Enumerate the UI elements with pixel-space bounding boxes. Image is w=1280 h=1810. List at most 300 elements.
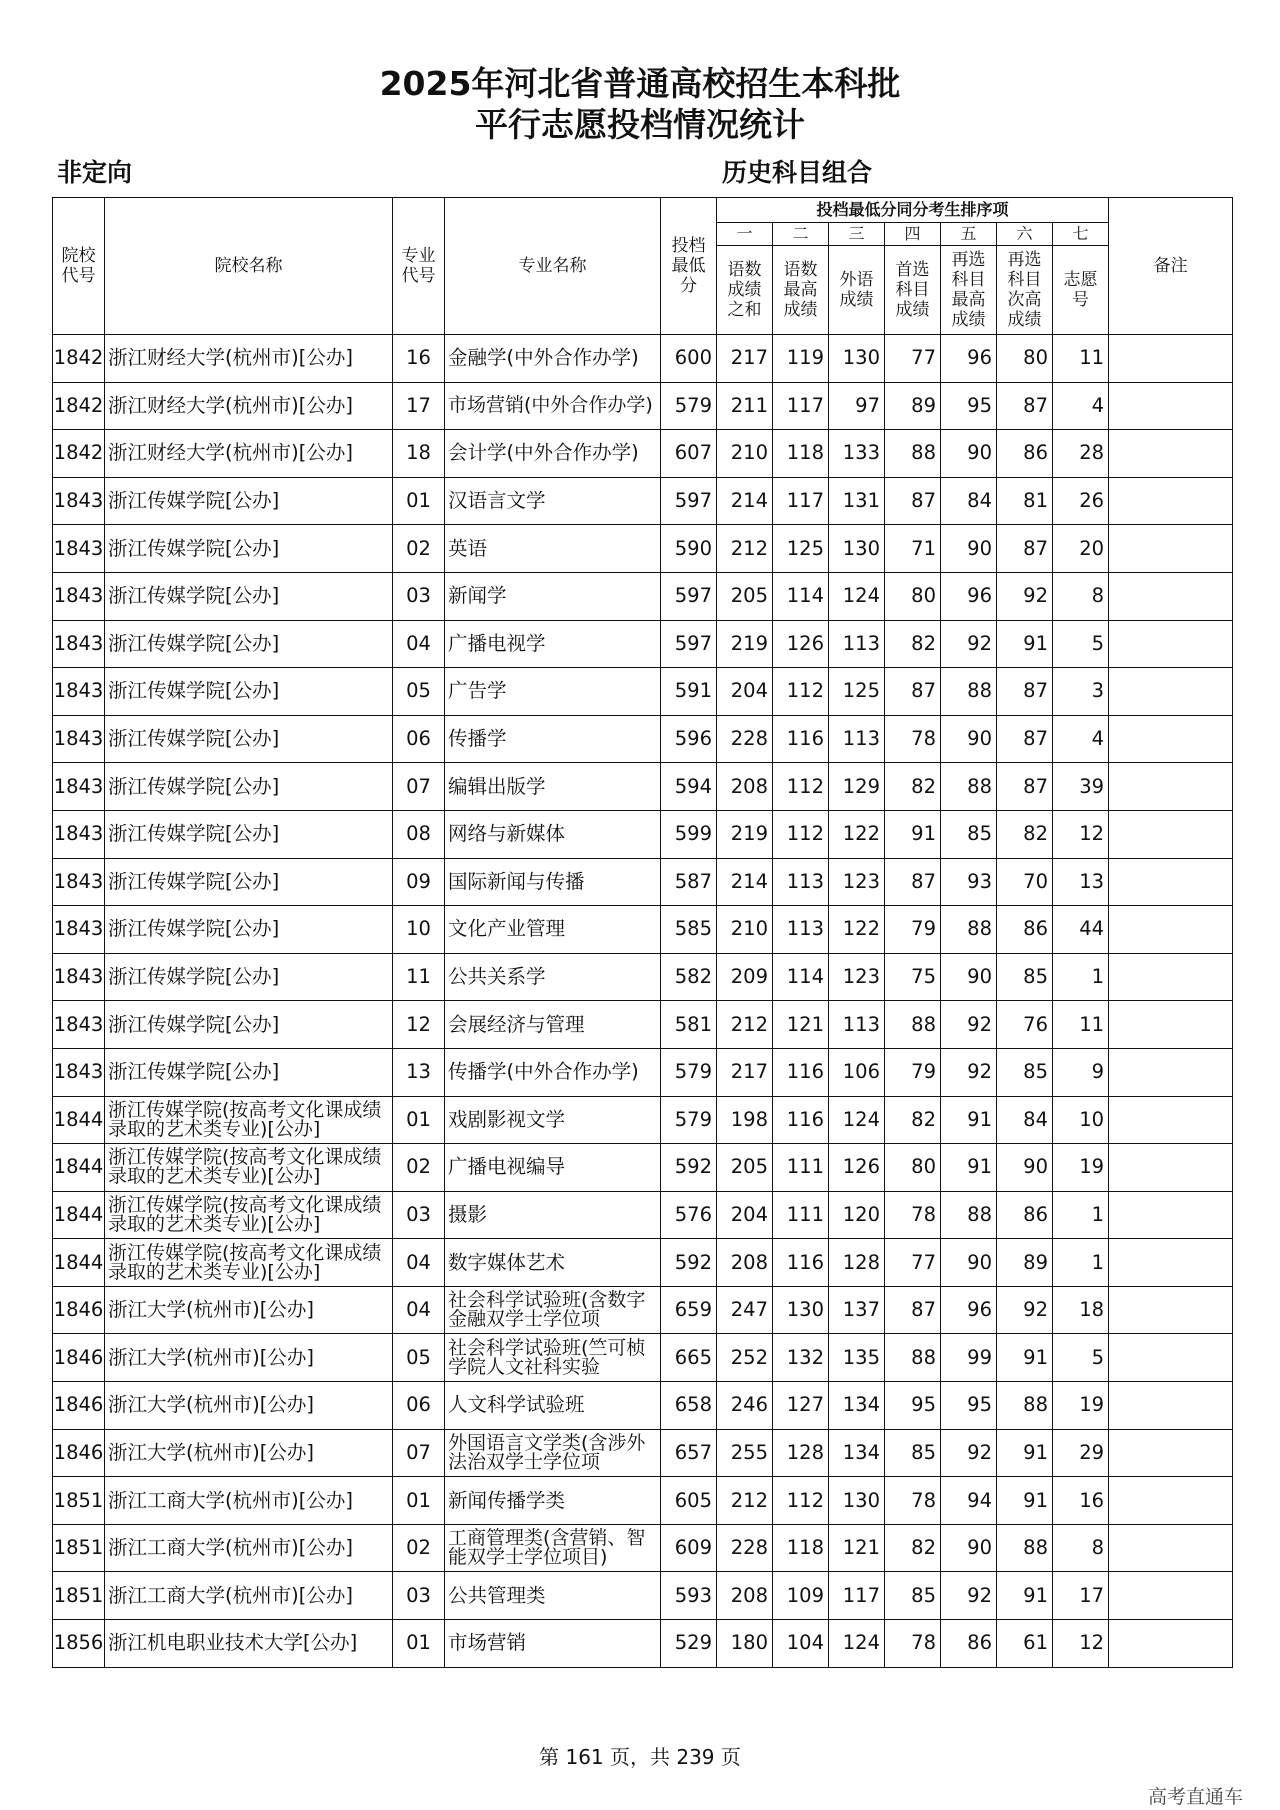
- major-name-cell: 汉语言文学: [445, 477, 661, 525]
- school-code-cell: 1851: [53, 1572, 105, 1620]
- score-cell: 211: [717, 382, 773, 430]
- score-cell: 130: [773, 1286, 829, 1334]
- remark-cell: [1109, 1144, 1233, 1192]
- score-cell: 214: [717, 858, 773, 906]
- score-cell: 126: [773, 620, 829, 668]
- table-row: [53, 1001, 1233, 1049]
- school-code-cell: 1846: [53, 1382, 105, 1430]
- score-cell: 81: [997, 477, 1053, 525]
- school-code-cell: 1843: [53, 525, 105, 573]
- remark-cell: [1109, 477, 1233, 525]
- remark-cell: [1109, 382, 1233, 430]
- major-name-cell: 工商管理类(含营销、智能双学士学位项目): [445, 1524, 661, 1572]
- remark-cell: [1109, 1239, 1233, 1287]
- score-cell: 92: [997, 572, 1053, 620]
- major-code-cell: 03: [393, 572, 445, 620]
- major-name-cell: 广播电视编导: [445, 1144, 661, 1192]
- table-row: [53, 1334, 1233, 1382]
- score-cell: 9: [1053, 1048, 1109, 1096]
- school-name-cell: 浙江传媒学院[公办]: [105, 1048, 393, 1096]
- major-code-cell: 06: [393, 715, 445, 763]
- score-cell: 82: [885, 1524, 941, 1572]
- score-cell: 131: [829, 477, 885, 525]
- major-name-cell: 传播学: [445, 715, 661, 763]
- min-score-cell: 657: [661, 1429, 717, 1477]
- school-code-cell: 1844: [53, 1096, 105, 1144]
- score-cell: 87: [885, 858, 941, 906]
- score-cell: 85: [997, 953, 1053, 1001]
- score-cell: 118: [773, 430, 829, 478]
- score-cell: 61: [997, 1620, 1053, 1668]
- table-row: [53, 1191, 1233, 1239]
- score-cell: 13: [1053, 858, 1109, 906]
- score-cell: 132: [773, 1334, 829, 1382]
- score-cell: 84: [997, 1096, 1053, 1144]
- score-cell: 92: [997, 1286, 1053, 1334]
- remark-cell: [1109, 1096, 1233, 1144]
- score-cell: 18: [1053, 1286, 1109, 1334]
- remark-cell: [1109, 906, 1233, 954]
- admission-table: [52, 197, 1233, 1668]
- score-cell: 111: [773, 1144, 829, 1192]
- school-code-cell: 1856: [53, 1620, 105, 1668]
- min-score-cell: 597: [661, 620, 717, 668]
- score-cell: 121: [829, 1524, 885, 1572]
- table-row: [53, 1048, 1233, 1096]
- major-code-cell: 02: [393, 525, 445, 573]
- score-cell: 10: [1053, 1096, 1109, 1144]
- school-name-cell: 浙江工商大学(杭州市)[公办]: [105, 1524, 393, 1572]
- score-cell: 114: [773, 953, 829, 1001]
- score-cell: 29: [1053, 1429, 1109, 1477]
- score-cell: 90: [997, 1144, 1053, 1192]
- min-score-cell: 594: [661, 763, 717, 811]
- score-cell: 90: [941, 1239, 997, 1287]
- score-cell: 112: [773, 1477, 829, 1525]
- score-cell: 127: [773, 1382, 829, 1430]
- score-cell: 71: [885, 525, 941, 573]
- score-cell: 96: [941, 335, 997, 383]
- score-cell: 109: [773, 1572, 829, 1620]
- score-cell: 88: [885, 430, 941, 478]
- school-code-cell: 1843: [53, 477, 105, 525]
- score-cell: 90: [941, 953, 997, 1001]
- major-name-cell: 市场营销(中外合作办学): [445, 382, 661, 430]
- score-cell: 70: [997, 858, 1053, 906]
- min-score-cell: 579: [661, 382, 717, 430]
- score-cell: 124: [829, 1096, 885, 1144]
- score-cell: 113: [829, 715, 885, 763]
- score-cell: 89: [885, 382, 941, 430]
- watermark: 高考直通车: [1148, 1786, 1244, 1808]
- remark-cell: [1109, 1191, 1233, 1239]
- score-cell: 87: [997, 668, 1053, 716]
- score-cell: 124: [829, 572, 885, 620]
- score-cell: 20: [1053, 525, 1109, 573]
- major-code-cell: 01: [393, 1477, 445, 1525]
- score-cell: 92: [941, 1429, 997, 1477]
- major-name-cell: 社会科学试验班(含数字金融双学士学位项: [445, 1286, 661, 1334]
- major-code-cell: 01: [393, 1096, 445, 1144]
- header-item: 再选科目最高成绩: [941, 246, 997, 335]
- score-cell: 212: [717, 1001, 773, 1049]
- score-cell: 204: [717, 668, 773, 716]
- score-cell: 91: [997, 1477, 1053, 1525]
- score-cell: 91: [997, 620, 1053, 668]
- school-name-cell: 浙江财经大学(杭州市)[公办]: [105, 382, 393, 430]
- score-cell: 8: [1053, 572, 1109, 620]
- major-code-cell: 07: [393, 763, 445, 811]
- school-code-cell: 1843: [53, 572, 105, 620]
- score-cell: 123: [829, 953, 885, 1001]
- min-score-cell: 658: [661, 1382, 717, 1430]
- major-name-cell: 摄影: [445, 1191, 661, 1239]
- score-cell: 106: [829, 1048, 885, 1096]
- score-cell: 86: [997, 906, 1053, 954]
- score-cell: 88: [941, 906, 997, 954]
- score-cell: 125: [829, 668, 885, 716]
- score-cell: 86: [941, 1620, 997, 1668]
- school-name-cell: 浙江传媒学院(按高考文化课成绩录取的艺术类专业)[公办]: [105, 1239, 393, 1287]
- category-label: 非定向: [57, 158, 133, 187]
- score-cell: 112: [773, 668, 829, 716]
- score-cell: 1: [1053, 1191, 1109, 1239]
- school-name-cell: 浙江传媒学院[公办]: [105, 906, 393, 954]
- school-name-cell: 浙江工商大学(杭州市)[公办]: [105, 1477, 393, 1525]
- score-cell: 91: [885, 810, 941, 858]
- score-cell: 75: [885, 953, 941, 1001]
- score-cell: 77: [885, 335, 941, 383]
- score-cell: 113: [829, 620, 885, 668]
- score-cell: 113: [773, 858, 829, 906]
- school-name-cell: 浙江大学(杭州市)[公办]: [105, 1382, 393, 1430]
- score-cell: 1: [1053, 1239, 1109, 1287]
- score-cell: 28: [1053, 430, 1109, 478]
- remark-cell: [1109, 763, 1233, 811]
- score-cell: 92: [941, 1048, 997, 1096]
- school-name-cell: 浙江传媒学院[公办]: [105, 763, 393, 811]
- score-cell: 87: [997, 763, 1053, 811]
- score-cell: 87: [997, 525, 1053, 573]
- remark-cell: [1109, 1572, 1233, 1620]
- score-cell: 80: [997, 335, 1053, 383]
- school-name-cell: 浙江传媒学院[公办]: [105, 715, 393, 763]
- major-code-cell: 03: [393, 1572, 445, 1620]
- header-num: 四: [885, 223, 941, 246]
- score-cell: 198: [717, 1096, 773, 1144]
- score-cell: 95: [941, 382, 997, 430]
- header-min-score: 投档最低分: [661, 198, 717, 335]
- score-cell: 117: [773, 382, 829, 430]
- score-cell: 252: [717, 1334, 773, 1382]
- table-row: [53, 1477, 1233, 1525]
- major-name-cell: 编辑出版学: [445, 763, 661, 811]
- score-cell: 247: [717, 1286, 773, 1334]
- min-score-cell: 597: [661, 572, 717, 620]
- school-name-cell: 浙江传媒学院[公办]: [105, 1001, 393, 1049]
- score-cell: 80: [885, 1144, 941, 1192]
- remark-cell: [1109, 1334, 1233, 1382]
- school-code-cell: 1842: [53, 430, 105, 478]
- score-cell: 228: [717, 715, 773, 763]
- score-cell: 130: [829, 1477, 885, 1525]
- score-cell: 87: [885, 477, 941, 525]
- score-cell: 77: [885, 1239, 941, 1287]
- remark-cell: [1109, 1382, 1233, 1430]
- score-cell: 130: [829, 335, 885, 383]
- score-cell: 78: [885, 1477, 941, 1525]
- school-name-cell: 浙江传媒学院[公办]: [105, 858, 393, 906]
- table-row: [53, 858, 1233, 906]
- major-code-cell: 03: [393, 1191, 445, 1239]
- score-cell: 116: [773, 1239, 829, 1287]
- score-cell: 12: [1053, 810, 1109, 858]
- score-cell: 88: [997, 1382, 1053, 1430]
- major-name-cell: 数字媒体艺术: [445, 1239, 661, 1287]
- score-cell: 210: [717, 430, 773, 478]
- school-name-cell: 浙江大学(杭州市)[公办]: [105, 1429, 393, 1477]
- score-cell: 85: [885, 1429, 941, 1477]
- school-name-cell: 浙江传媒学院[公办]: [105, 477, 393, 525]
- min-score-cell: 607: [661, 430, 717, 478]
- header-school-code: 院校代号: [53, 198, 105, 335]
- score-cell: 130: [829, 525, 885, 573]
- score-cell: 219: [717, 620, 773, 668]
- score-cell: 228: [717, 1524, 773, 1572]
- score-cell: 92: [941, 620, 997, 668]
- school-name-cell: 浙江传媒学院[公办]: [105, 668, 393, 716]
- school-code-cell: 1846: [53, 1334, 105, 1382]
- table-row: [53, 1096, 1233, 1144]
- major-code-cell: 10: [393, 906, 445, 954]
- score-cell: 82: [885, 620, 941, 668]
- school-code-cell: 1843: [53, 810, 105, 858]
- major-name-cell: 金融学(中外合作办学): [445, 335, 661, 383]
- score-cell: 87: [885, 668, 941, 716]
- score-cell: 82: [997, 810, 1053, 858]
- score-cell: 209: [717, 953, 773, 1001]
- major-code-cell: 09: [393, 858, 445, 906]
- score-cell: 79: [885, 906, 941, 954]
- score-cell: 8: [1053, 1524, 1109, 1572]
- score-cell: 87: [885, 1286, 941, 1334]
- min-score-cell: 597: [661, 477, 717, 525]
- score-cell: 91: [941, 1144, 997, 1192]
- score-cell: 92: [941, 1572, 997, 1620]
- min-score-cell: 596: [661, 715, 717, 763]
- table-row: [53, 572, 1233, 620]
- score-cell: 3: [1053, 668, 1109, 716]
- school-code-cell: 1843: [53, 715, 105, 763]
- school-code-cell: 1842: [53, 382, 105, 430]
- major-code-cell: 18: [393, 430, 445, 478]
- table-row: [53, 430, 1233, 478]
- page-title: 2025年河北省普通高校招生本科批: [379, 64, 901, 103]
- remark-cell: [1109, 1620, 1233, 1668]
- school-name-cell: 浙江传媒学院[公办]: [105, 620, 393, 668]
- major-name-cell: 网络与新媒体: [445, 810, 661, 858]
- table-row: [53, 763, 1233, 811]
- remark-cell: [1109, 525, 1233, 573]
- score-cell: 122: [829, 810, 885, 858]
- score-cell: 204: [717, 1191, 773, 1239]
- major-code-cell: 02: [393, 1144, 445, 1192]
- score-cell: 91: [997, 1572, 1053, 1620]
- major-code-cell: 02: [393, 1524, 445, 1572]
- score-cell: 208: [717, 763, 773, 811]
- score-cell: 128: [829, 1239, 885, 1287]
- table-row: [53, 477, 1233, 525]
- score-cell: 126: [829, 1144, 885, 1192]
- score-cell: 91: [997, 1334, 1053, 1382]
- score-cell: 121: [773, 1001, 829, 1049]
- score-cell: 78: [885, 1620, 941, 1668]
- major-name-cell: 广播电视学: [445, 620, 661, 668]
- header-major-code: 专业代号: [393, 198, 445, 335]
- score-cell: 90: [941, 525, 997, 573]
- score-cell: 99: [941, 1334, 997, 1382]
- header-tiebreak-group: 投档最低分同分考生排序项: [717, 198, 1109, 223]
- score-cell: 134: [829, 1429, 885, 1477]
- school-code-cell: 1846: [53, 1286, 105, 1334]
- score-cell: 90: [941, 430, 997, 478]
- score-cell: 212: [717, 1477, 773, 1525]
- min-score-cell: 609: [661, 1524, 717, 1572]
- page-subtitle: 平行志愿投档情况统计: [475, 105, 805, 144]
- major-code-cell: 11: [393, 953, 445, 1001]
- score-cell: 19: [1053, 1382, 1109, 1430]
- score-cell: 87: [997, 715, 1053, 763]
- school-code-cell: 1843: [53, 668, 105, 716]
- score-cell: 205: [717, 1144, 773, 1192]
- school-name-cell: 浙江财经大学(杭州市)[公办]: [105, 430, 393, 478]
- score-cell: 133: [829, 430, 885, 478]
- school-code-cell: 1843: [53, 1048, 105, 1096]
- table-row: [53, 810, 1233, 858]
- school-code-cell: 1843: [53, 763, 105, 811]
- score-cell: 123: [829, 858, 885, 906]
- table-row: [53, 1572, 1233, 1620]
- score-cell: 39: [1053, 763, 1109, 811]
- school-code-cell: 1851: [53, 1524, 105, 1572]
- remark-cell: [1109, 620, 1233, 668]
- major-name-cell: 会展经济与管理: [445, 1001, 661, 1049]
- score-cell: 80: [885, 572, 941, 620]
- score-cell: 90: [941, 1524, 997, 1572]
- page-footer: 第 161 页，共 239 页: [539, 1745, 741, 1769]
- major-name-cell: 人文科学试验班: [445, 1382, 661, 1430]
- score-cell: 5: [1053, 1334, 1109, 1382]
- score-cell: 44: [1053, 906, 1109, 954]
- score-cell: 4: [1053, 382, 1109, 430]
- score-cell: 1: [1053, 953, 1109, 1001]
- score-cell: 128: [773, 1429, 829, 1477]
- score-cell: 88: [885, 1334, 941, 1382]
- score-cell: 122: [829, 906, 885, 954]
- header-num: 三: [829, 223, 885, 246]
- min-score-cell: 659: [661, 1286, 717, 1334]
- min-score-cell: 587: [661, 858, 717, 906]
- table-row: [53, 906, 1233, 954]
- score-cell: 85: [997, 1048, 1053, 1096]
- score-cell: 113: [773, 906, 829, 954]
- major-code-cell: 01: [393, 1620, 445, 1668]
- table-row: [53, 525, 1233, 573]
- remark-cell: [1109, 430, 1233, 478]
- score-cell: 111: [773, 1191, 829, 1239]
- school-name-cell: 浙江传媒学院(按高考文化课成绩录取的艺术类专业)[公办]: [105, 1096, 393, 1144]
- major-code-cell: 05: [393, 1334, 445, 1382]
- score-cell: 86: [997, 430, 1053, 478]
- score-cell: 91: [941, 1096, 997, 1144]
- min-score-cell: 590: [661, 525, 717, 573]
- major-code-cell: 07: [393, 1429, 445, 1477]
- remark-cell: [1109, 1524, 1233, 1572]
- score-cell: 88: [885, 1001, 941, 1049]
- header-item: 外语成绩: [829, 246, 885, 335]
- score-cell: 134: [829, 1382, 885, 1430]
- score-cell: 76: [997, 1001, 1053, 1049]
- header-num: 七: [1053, 223, 1109, 246]
- score-cell: 113: [829, 1001, 885, 1049]
- score-cell: 82: [885, 1096, 941, 1144]
- school-code-cell: 1843: [53, 620, 105, 668]
- score-cell: 208: [717, 1239, 773, 1287]
- major-code-cell: 17: [393, 382, 445, 430]
- major-name-cell: 英语: [445, 525, 661, 573]
- min-score-cell: 576: [661, 1191, 717, 1239]
- remark-cell: [1109, 1286, 1233, 1334]
- score-cell: 116: [773, 715, 829, 763]
- score-cell: 246: [717, 1382, 773, 1430]
- min-score-cell: 599: [661, 810, 717, 858]
- score-cell: 210: [717, 906, 773, 954]
- school-code-cell: 1843: [53, 1001, 105, 1049]
- major-name-cell: 市场营销: [445, 1620, 661, 1668]
- score-cell: 86: [997, 1191, 1053, 1239]
- major-code-cell: 01: [393, 477, 445, 525]
- header-num: 六: [997, 223, 1053, 246]
- min-score-cell: 592: [661, 1144, 717, 1192]
- header-item: 志愿号: [1053, 246, 1109, 335]
- score-cell: 112: [773, 763, 829, 811]
- school-code-cell: 1844: [53, 1239, 105, 1287]
- table-row: [53, 1524, 1233, 1572]
- score-cell: 112: [773, 810, 829, 858]
- remark-cell: [1109, 858, 1233, 906]
- score-cell: 214: [717, 477, 773, 525]
- score-cell: 118: [773, 1524, 829, 1572]
- table-row: [53, 1286, 1233, 1334]
- school-code-cell: 1843: [53, 906, 105, 954]
- major-code-cell: 04: [393, 1239, 445, 1287]
- score-cell: 88: [941, 763, 997, 811]
- score-cell: 96: [941, 1286, 997, 1334]
- school-name-cell: 浙江传媒学院(按高考文化课成绩录取的艺术类专业)[公办]: [105, 1191, 393, 1239]
- major-name-cell: 外国语言文学类(含涉外法治双学士学位项: [445, 1429, 661, 1477]
- table-row: [53, 620, 1233, 668]
- table-row: [53, 382, 1233, 430]
- score-cell: 91: [997, 1429, 1053, 1477]
- school-name-cell: 浙江传媒学院(按高考文化课成绩录取的艺术类专业)[公办]: [105, 1144, 393, 1192]
- header-item: 语数最高成绩: [773, 246, 829, 335]
- remark-cell: [1109, 1001, 1233, 1049]
- remark-cell: [1109, 1477, 1233, 1525]
- score-cell: 180: [717, 1620, 773, 1668]
- school-name-cell: 浙江工商大学(杭州市)[公办]: [105, 1572, 393, 1620]
- school-code-cell: 1842: [53, 335, 105, 383]
- remark-cell: [1109, 953, 1233, 1001]
